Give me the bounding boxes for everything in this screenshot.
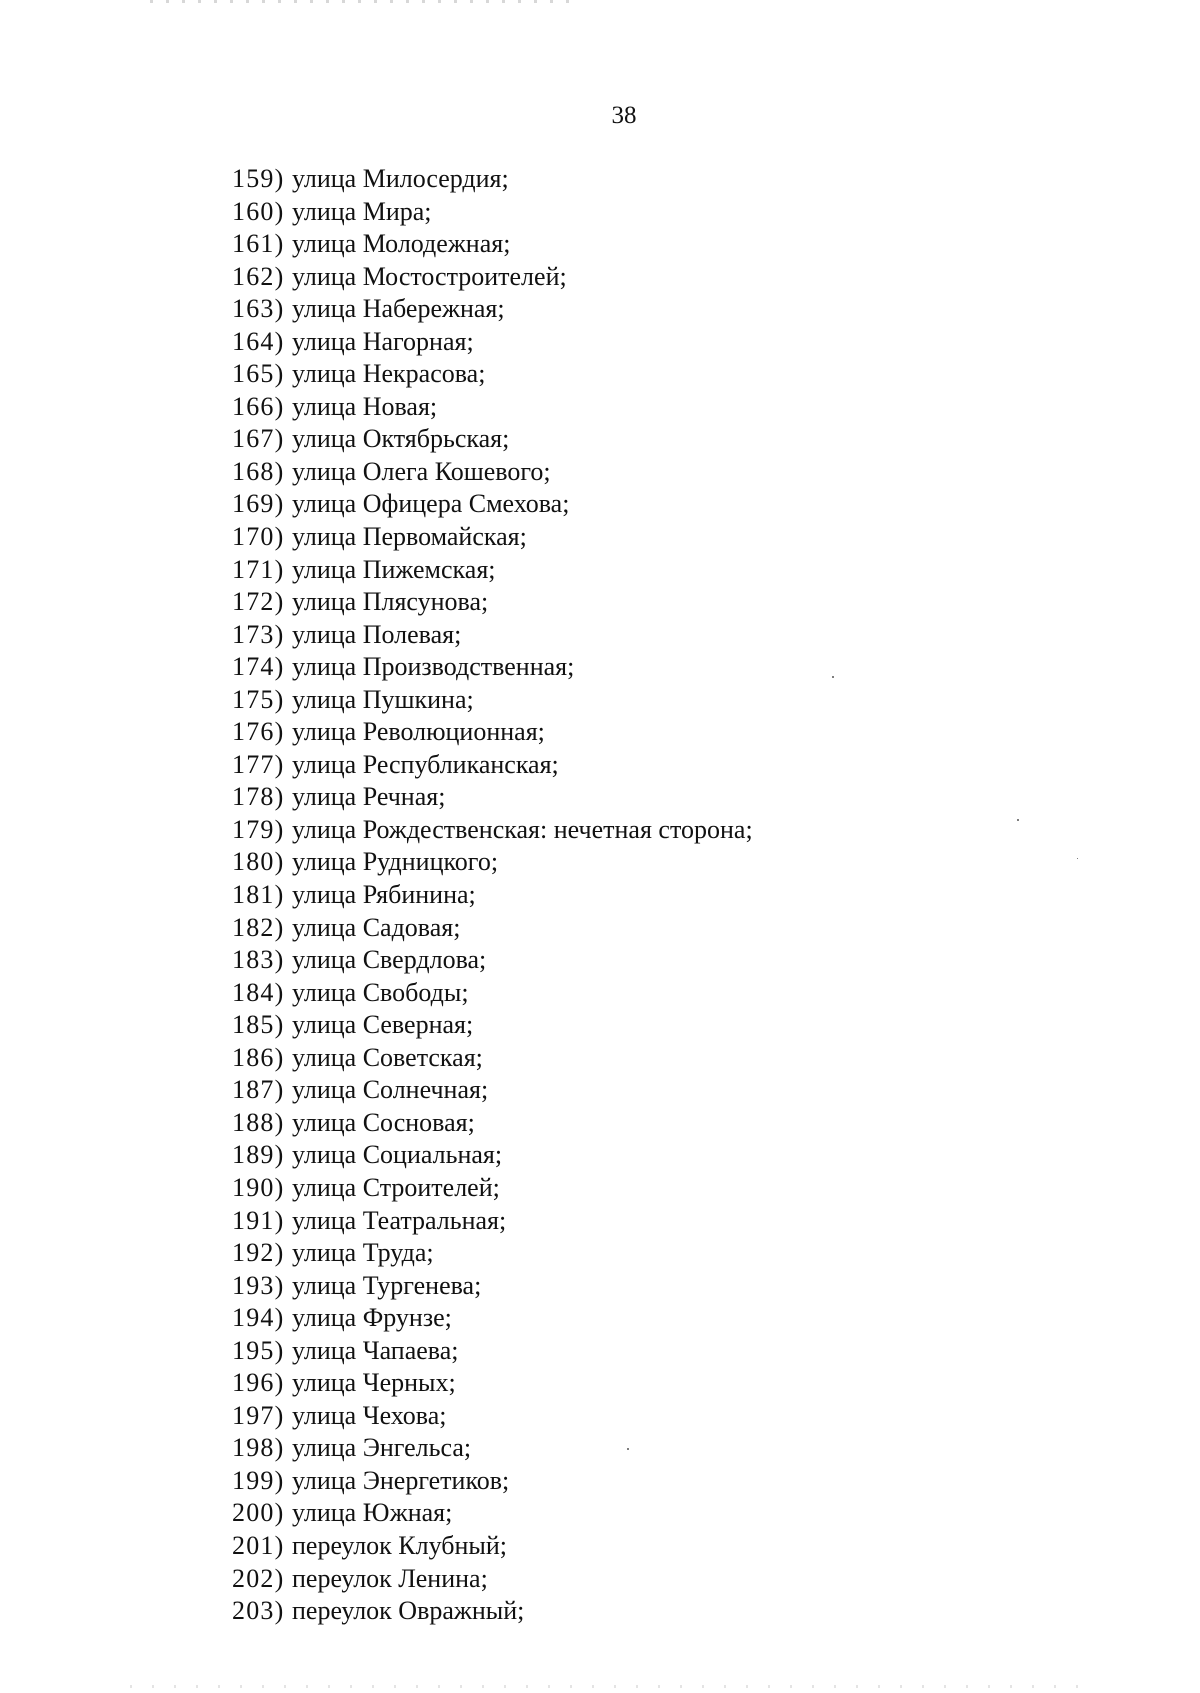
item-number: 195) [232, 1335, 285, 1365]
street-name: улица Пушкина; [292, 684, 474, 714]
item-number: 161) [232, 229, 285, 259]
street-name: улица Милосердия; [292, 164, 509, 193]
list-item [232, 814, 753, 847]
street-name: улица Рудницкого; [292, 847, 499, 877]
street-name: улица Офицера Смехова; [292, 489, 570, 519]
item-number: 169) [232, 489, 285, 519]
street-name: улица Свободы; [292, 977, 469, 1007]
item-number: 179) [232, 814, 285, 844]
street-name: улица Тургенева; [292, 1270, 482, 1300]
item-number: 182) [232, 912, 285, 942]
street-name: улица Революционная; [292, 717, 545, 747]
list-item [232, 326, 753, 359]
street-name: улица Некрасова; [292, 359, 486, 389]
street-name: улица Набережная; [292, 294, 505, 324]
street-name: улица Пижемская; [292, 554, 496, 584]
list-item [232, 521, 753, 554]
item-number: 203) [232, 1596, 285, 1626]
list-item [232, 1465, 753, 1498]
item-number: 196) [232, 1368, 285, 1398]
list-item [232, 651, 753, 684]
street-name: переулок Ленина; [292, 1563, 488, 1593]
list-item [232, 1205, 753, 1238]
list-item [232, 1107, 753, 1140]
list-item [232, 1595, 753, 1628]
street-name: улица Социальная; [292, 1140, 503, 1170]
street-name: улица Чехова; [292, 1400, 447, 1430]
list-item [232, 977, 753, 1010]
list-item [232, 1172, 753, 1205]
item-number: 170) [232, 522, 285, 552]
item-number: 178) [232, 782, 285, 812]
list-item [232, 1237, 753, 1270]
list-item [232, 749, 753, 782]
scan-artifact-top [150, 0, 570, 3]
street-name: переулок Клубный; [292, 1530, 508, 1560]
list-item [232, 488, 753, 521]
item-number: 173) [232, 619, 285, 649]
street-name: улица Садовая; [292, 912, 461, 942]
list-item [232, 456, 753, 489]
item-number: 190) [232, 1172, 285, 1202]
list-item [232, 1139, 753, 1172]
street-name: улица Октябрьская; [292, 424, 510, 454]
list-item [232, 1270, 753, 1303]
list-item [232, 358, 753, 391]
street-name: улица Новая; [292, 391, 438, 421]
street-name: улица Театральная; [292, 1205, 507, 1235]
item-number: 191) [232, 1205, 285, 1235]
item-number: 176) [232, 717, 285, 747]
item-number: 199) [232, 1465, 285, 1495]
item-number: 184) [232, 977, 285, 1007]
street-name: улица Фрунзе; [292, 1303, 452, 1333]
street-name: улица Республиканская; [292, 749, 559, 779]
list-item [232, 684, 753, 717]
list-item [232, 846, 753, 879]
street-name: переулок Овражный; [292, 1596, 525, 1626]
street-name: улица Олега Кошевого; [292, 456, 551, 486]
item-number: 166) [232, 391, 285, 421]
list-item [232, 1042, 753, 1075]
street-name: улица Полевая; [292, 619, 462, 649]
item-number: 172) [232, 587, 285, 617]
item-number: 185) [232, 1010, 285, 1040]
item-number: 165) [232, 359, 285, 389]
street-name: улица Свердлова; [292, 945, 487, 975]
item-number: 200) [232, 1498, 285, 1528]
street-name: улица Рождественская: нечетная сторона; [292, 814, 753, 844]
street-name: улица Первомайская; [292, 522, 527, 552]
street-name: улица Мостостроителей; [292, 261, 567, 291]
street-name: улица Речная; [292, 782, 446, 812]
item-number: 193) [232, 1270, 285, 1300]
list-item [232, 781, 753, 814]
street-name: улица Энергетиков; [292, 1465, 510, 1495]
street-name: улица Советская; [292, 1042, 483, 1072]
item-number: 167) [232, 424, 285, 454]
list-item [232, 716, 753, 749]
scan-speck [627, 1448, 629, 1450]
street-name: улица Солнечная; [292, 1075, 489, 1105]
street-name: улица Строителей; [292, 1172, 500, 1202]
item-number: 168) [232, 456, 285, 486]
street-name: улица Труда; [292, 1238, 434, 1268]
street-name: улица Северная; [292, 1010, 474, 1040]
item-number: 177) [232, 749, 285, 779]
list-item [232, 944, 753, 977]
list-item [232, 1074, 753, 1107]
list-item [232, 1335, 753, 1368]
item-number: 171) [232, 554, 285, 584]
street-name: улица Мира; [292, 196, 432, 226]
scan-speck [1077, 858, 1078, 859]
item-number: 189) [232, 1140, 285, 1170]
item-number: 162) [232, 261, 285, 291]
street-name: улица Нагорная; [292, 326, 474, 356]
list-item [232, 163, 753, 196]
list-item [232, 196, 753, 229]
scan-artifact-bottom [130, 1685, 1090, 1688]
item-number: 187) [232, 1075, 285, 1105]
list-item [232, 619, 753, 652]
street-name: улица Сосновая; [292, 1107, 475, 1137]
item-number: 188) [232, 1107, 285, 1137]
list-item [232, 1432, 753, 1465]
street-name: улица Чапаева; [292, 1335, 459, 1365]
item-number: 180) [232, 847, 285, 877]
list-item [232, 879, 753, 912]
list-item [232, 1302, 753, 1335]
list-item [232, 586, 753, 619]
list-item [232, 228, 753, 261]
item-number: 202) [232, 1563, 285, 1593]
item-number: 201) [232, 1530, 285, 1560]
item-number: 183) [232, 945, 285, 975]
item-number: 174) [232, 652, 285, 682]
item-number: 163) [232, 294, 285, 324]
list-item [232, 293, 753, 326]
list-item [232, 423, 753, 456]
item-number: 164) [232, 326, 285, 356]
item-number: 194) [232, 1303, 285, 1333]
street-name: улица Рябинина; [292, 880, 476, 910]
item-number: 160) [232, 196, 285, 226]
street-list [232, 163, 753, 1628]
street-name: улица Производственная; [292, 652, 575, 682]
list-item [232, 912, 753, 945]
item-number: 192) [232, 1238, 285, 1268]
street-name: улица Энгельса; [292, 1433, 472, 1463]
list-item [232, 554, 753, 587]
list-item [232, 1563, 753, 1596]
list-item [232, 1009, 753, 1042]
item-number: 198) [232, 1433, 285, 1463]
scan-speck [1017, 819, 1019, 821]
list-item [232, 1530, 753, 1563]
street-name: улица Молодежная; [292, 229, 511, 259]
item-number: 159) [232, 164, 285, 193]
list-item [232, 1400, 753, 1433]
scan-speck [832, 676, 834, 678]
item-number: 181) [232, 880, 285, 910]
list-item [232, 1497, 753, 1530]
item-number: 197) [232, 1400, 285, 1430]
item-number: 186) [232, 1042, 285, 1072]
street-name: улица Черных; [292, 1368, 456, 1398]
page-number: 38 [611, 102, 637, 129]
list-item [232, 1367, 753, 1400]
street-name: улица Плясунова; [292, 587, 489, 617]
item-number: 175) [232, 684, 285, 714]
list-item [232, 391, 753, 424]
list-item [232, 261, 753, 294]
street-name: улица Южная; [292, 1498, 453, 1528]
